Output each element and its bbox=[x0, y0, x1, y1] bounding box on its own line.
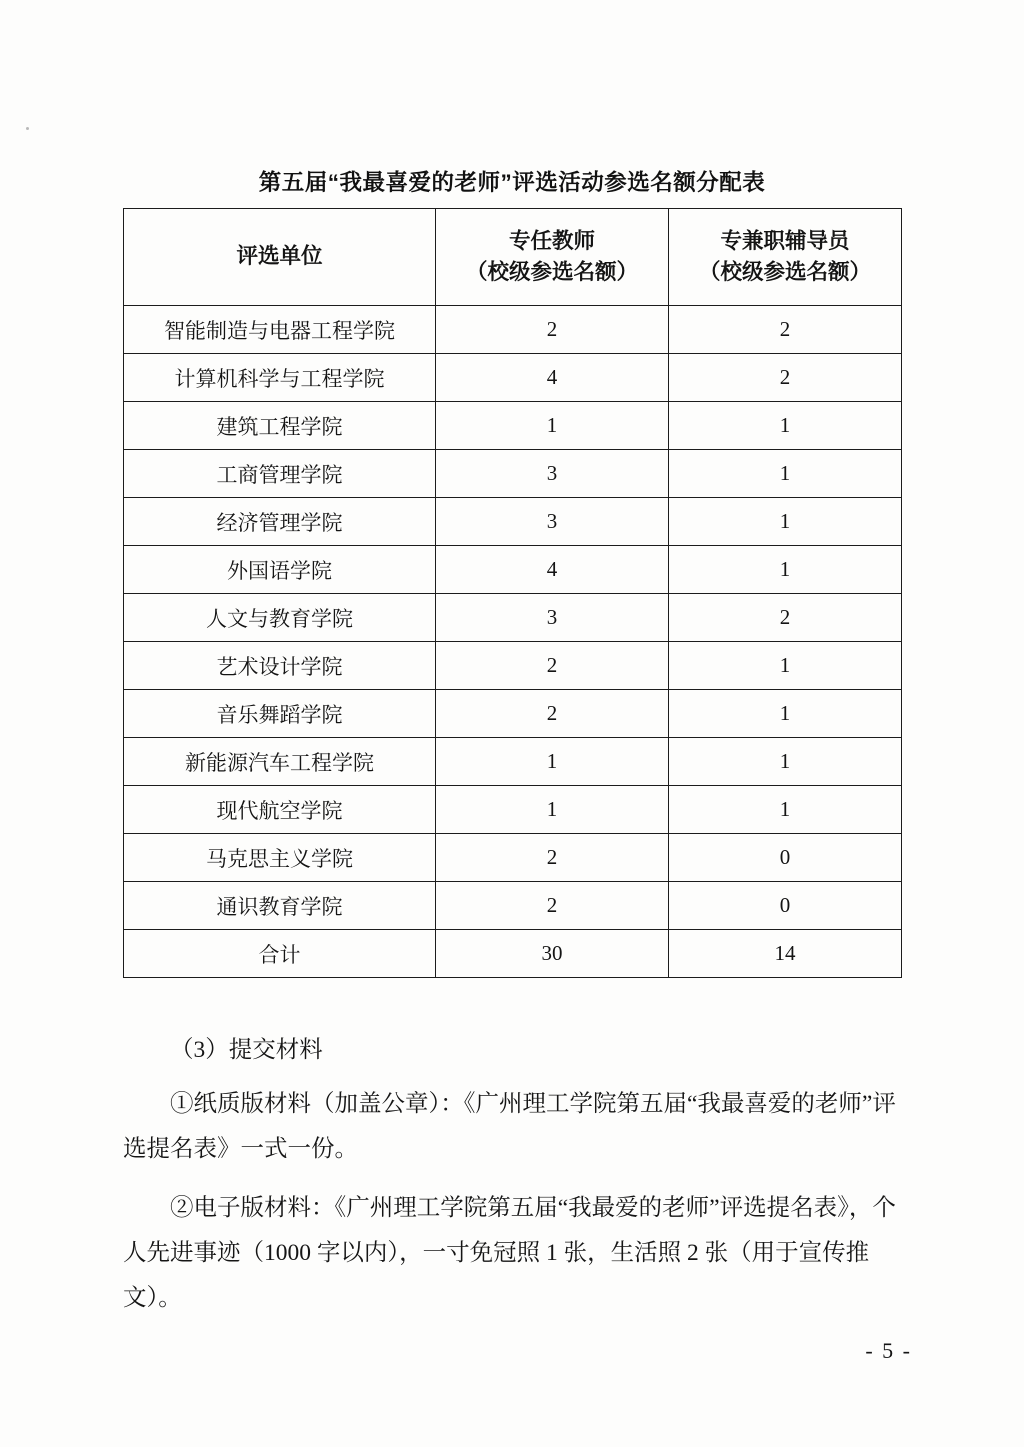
cell-counselors: 1 bbox=[669, 738, 902, 786]
cell-unit: 智能制造与电器工程学院 bbox=[124, 306, 436, 354]
cell-unit-total: 合计 bbox=[124, 930, 436, 978]
cell-counselors: 2 bbox=[669, 354, 902, 402]
cell-teachers: 2 bbox=[436, 690, 669, 738]
cell-teachers-total: 30 bbox=[436, 930, 669, 978]
cell-counselors: 0 bbox=[669, 834, 902, 882]
table-row bbox=[124, 882, 902, 930]
table-row bbox=[124, 546, 902, 594]
table-row bbox=[124, 786, 902, 834]
page-title: 第五届“我最喜爱的老师”评选活动参选名额分配表 bbox=[258, 170, 766, 195]
cell-teachers: 1 bbox=[436, 738, 669, 786]
section-heading-text: （3）提交材料 bbox=[170, 1037, 323, 1063]
table-row bbox=[124, 306, 902, 354]
cell-unit: 马克思主义学院 bbox=[124, 834, 436, 882]
paragraph-text: ②电子版材料：《广州理工学院第五届“我最爱的老师”评选提名表》，个人先进事迹（1000 字以内），一寸免冠照 1 张，生活照 2 张（用于宣传推文）。 bbox=[123, 1195, 896, 1312]
cell-unit: 外国语学院 bbox=[124, 546, 436, 594]
cell-counselors: 1 bbox=[669, 690, 902, 738]
cell-counselors: 1 bbox=[669, 786, 902, 834]
cell-unit: 音乐舞蹈学院 bbox=[124, 690, 436, 738]
table-row bbox=[124, 738, 902, 786]
cell-teachers: 2 bbox=[436, 642, 669, 690]
section-heading-submit-materials bbox=[123, 1028, 913, 1073]
cell-teachers: 4 bbox=[436, 354, 669, 402]
table-row bbox=[124, 498, 902, 546]
cell-unit: 通识教育学院 bbox=[124, 882, 436, 930]
table-header-row bbox=[124, 209, 902, 306]
cell-counselors: 1 bbox=[669, 546, 902, 594]
cell-counselors: 2 bbox=[669, 306, 902, 354]
cell-unit: 建筑工程学院 bbox=[124, 402, 436, 450]
table-row bbox=[124, 642, 902, 690]
paragraph-electronic-materials bbox=[123, 1186, 913, 1321]
cell-counselors: 2 bbox=[669, 594, 902, 642]
cell-teachers: 3 bbox=[436, 594, 669, 642]
cell-counselors: 1 bbox=[669, 402, 902, 450]
page-speck bbox=[26, 127, 29, 130]
cell-counselors: 1 bbox=[669, 642, 902, 690]
cell-unit: 新能源汽车工程学院 bbox=[124, 738, 436, 786]
table-row bbox=[124, 690, 902, 738]
cell-teachers: 4 bbox=[436, 546, 669, 594]
table-row bbox=[124, 450, 902, 498]
cell-teachers: 3 bbox=[436, 450, 669, 498]
table-row bbox=[124, 354, 902, 402]
cell-teachers: 3 bbox=[436, 498, 669, 546]
table-row-total bbox=[124, 930, 902, 978]
cell-unit: 人文与教育学院 bbox=[124, 594, 436, 642]
quota-allocation-table bbox=[123, 208, 902, 978]
page-number: - 5 - bbox=[865, 1338, 912, 1363]
cell-teachers: 2 bbox=[436, 882, 669, 930]
cell-unit: 现代航空学院 bbox=[124, 786, 436, 834]
column-header-teachers: 专任教师 （校级参选名额） bbox=[436, 209, 669, 306]
column-header-unit: 评选单位 bbox=[124, 209, 436, 306]
cell-unit: 艺术设计学院 bbox=[124, 642, 436, 690]
paragraph-text: ①纸质版材料（加盖公章）：《广州理工学院第五届“我最喜爱的老师”评选提名表》一式一份。 bbox=[123, 1091, 896, 1163]
cell-unit: 经济管理学院 bbox=[124, 498, 436, 546]
column-header-counselors: 专兼职辅导员 （校级参选名额） bbox=[669, 209, 902, 306]
table-row bbox=[124, 402, 902, 450]
cell-unit: 计算机科学与工程学院 bbox=[124, 354, 436, 402]
table-row bbox=[124, 834, 902, 882]
cell-teachers: 1 bbox=[436, 786, 669, 834]
table-row bbox=[124, 594, 902, 642]
cell-counselors: 1 bbox=[669, 450, 902, 498]
paragraph-paper-materials bbox=[123, 1082, 913, 1172]
cell-counselors: 0 bbox=[669, 882, 902, 930]
cell-unit: 工商管理学院 bbox=[124, 450, 436, 498]
cell-counselors: 1 bbox=[669, 498, 902, 546]
cell-teachers: 2 bbox=[436, 306, 669, 354]
cell-teachers: 1 bbox=[436, 402, 669, 450]
cell-counselors-total: 14 bbox=[669, 930, 902, 978]
cell-teachers: 2 bbox=[436, 834, 669, 882]
